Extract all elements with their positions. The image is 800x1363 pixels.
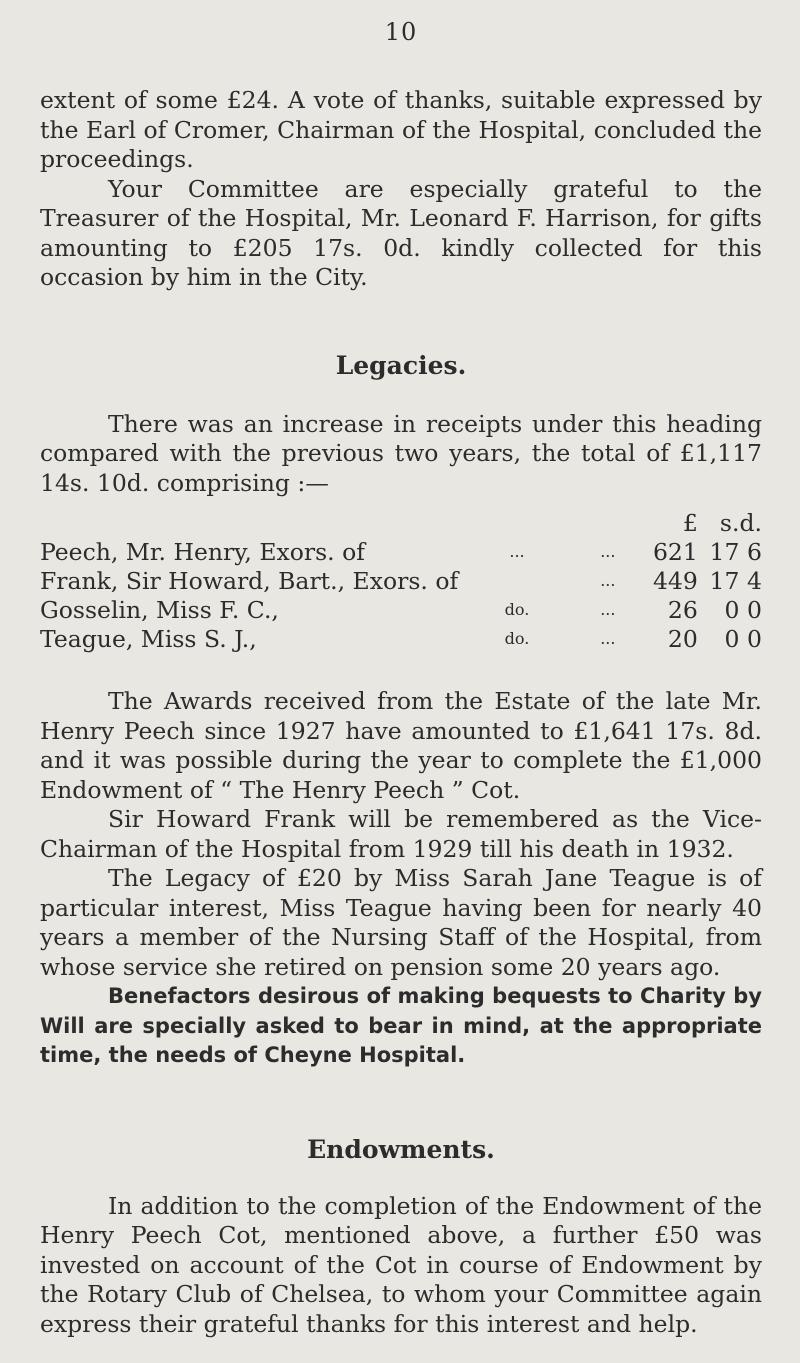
legacy-pence: 6 — [747, 537, 762, 566]
pounds-header: £ — [682, 508, 698, 537]
legacy-mid: ... — [509, 542, 525, 561]
page-number: 10 — [384, 18, 418, 46]
pence-header: d. — [739, 508, 762, 537]
legacy-pounds: 20 — [667, 624, 698, 653]
legacy-pounds: 26 — [667, 595, 698, 624]
legacy-name: Teague, Miss S. J., — [40, 624, 257, 653]
legacies-heading: Legacies. — [335, 350, 467, 380]
legacy-shillings: 0 — [724, 595, 740, 624]
intro-paragraph-1: extent of some £24. A vote of thanks, suitable expressed by the Earl of Cromer, Chairman of the Hospital, concluded the proceedings. — [40, 86, 762, 173]
legacy-pence: 4 — [747, 566, 762, 595]
legacy-dots: ... — [600, 571, 616, 590]
legacy-shillings: 17 — [709, 566, 740, 595]
legacy-shillings: 0 — [724, 624, 740, 653]
currency-header-row — [40, 508, 762, 537]
endowments-heading: Endowments. — [307, 1134, 495, 1164]
shillings-header: s. — [719, 508, 740, 537]
legacy-shillings: 17 — [709, 537, 740, 566]
legacy-mid: do. — [504, 600, 530, 619]
table-row — [40, 595, 762, 624]
legacy-pounds: 621 — [652, 537, 698, 566]
awards-paragraph: The Awards received from the Estate of the late Mr. Henry Peech since 1927 have amounted to £1,641 17s. 8d. and it was possible during the year to complete the £1,000 Endowment of “ The Henry Peech ” Cot. — [40, 687, 762, 804]
frank-paragraph: Sir Howard Frank will be remembered as the Vice-Chairman of the Hospital from 1929 till his death in 1932. — [40, 805, 762, 863]
legacy-dots: ... — [600, 600, 616, 619]
legacy-name: Gosselin, Miss F. C., — [40, 595, 279, 624]
legacy-name: Frank, Sir Howard, Bart., Exors. of — [40, 566, 459, 595]
table-row — [40, 624, 762, 653]
table-row — [40, 566, 762, 595]
legacy-name: Peech, Mr. Henry, Exors. of — [40, 537, 365, 566]
legacy-dots: ... — [600, 629, 616, 648]
intro-paragraph-2: Your Committee are especially grateful to the Treasurer of the Hospital, Mr. Leonard F. Harrison, for gifts amounting to £205 17s. 0d. kindly collected for this occasion by him in the City. — [40, 174, 762, 291]
legacy-pence: 0 — [747, 595, 762, 624]
legacy-mid: do. — [504, 629, 530, 648]
table-row — [40, 537, 762, 566]
legacy-mid — [471, 566, 562, 595]
teague-paragraph: The Legacy of £20 by Miss Sarah Jane Teague is of particular interest, Miss Teague having been for nearly 40 years a member of the Nursing Staff of the Hospital, from whose service she retired on pension some 20 years ago. — [40, 864, 762, 981]
legacies-intro: There was an increase in receipts under this heading compared with the previous two years, the total of £1,117 14s. 10d. comprising :— — [40, 409, 762, 497]
legacy-dots: ... — [600, 542, 616, 561]
endowments-paragraph: In addition to the completion of the Endowment of the Henry Peech Cot, mentioned above, a further £50 was invested on account of the Cot in course of Endowment by the Rotary Club of Chelsea, to whom your Committee again express their grateful thanks for this interest and help. — [40, 1191, 762, 1338]
legacy-pounds: 449 — [652, 566, 698, 595]
legacy-pence: 0 — [747, 624, 762, 653]
benefactors-paragraph: Benefactors desirous of making bequests to Charity by Will are specially asked to bear in mind, at the appropriate time, the needs of Cheyne Hospital. — [40, 984, 762, 1067]
legacies-table — [40, 508, 762, 653]
